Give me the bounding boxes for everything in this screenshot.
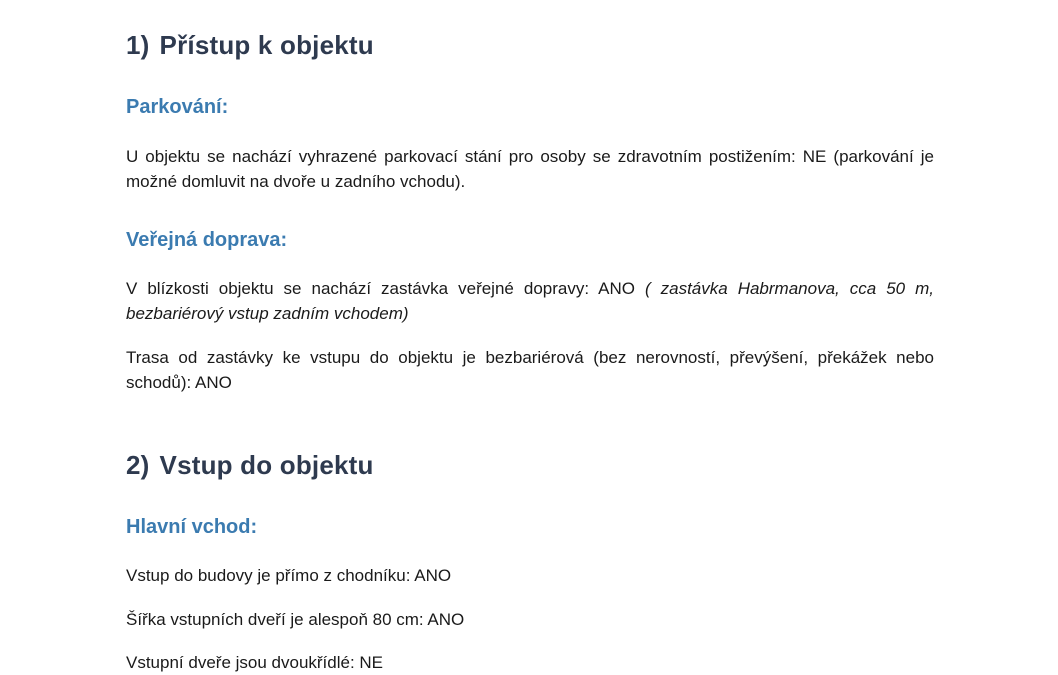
paragraph-door-width: Šířka vstupních dveří je alespoň 80 cm: ANO [126, 610, 465, 629]
section-number: 1) [126, 30, 150, 60]
section-title: Vstup do objektu [159, 450, 374, 480]
section-heading-access [126, 30, 374, 61]
transport-stop-text: V blízkosti objektu se nachází zastávka veřejné dopravy: ANO [126, 279, 635, 298]
paragraph-parking: U objektu se nachází vyhrazené parkovací stání pro osoby se zdravotním postižením: NE (parkování je možné domluvit na dvoře u zadního vchodu). [126, 147, 934, 191]
transport-stop-detail: ( zastávka Habrmanova, cca 50 m, bezbariérový vstup zadním vchodem) [126, 279, 934, 323]
section-number: 2) [126, 450, 150, 480]
paragraph-entrance-sidewalk: Vstup do budovy je přímo z chodníku: ANO [126, 566, 452, 585]
paragraph-route-accessibility: Trasa od zastávky ke vstupu do objektu je bezbariérová (bez nerovností, převýšení, překážek nebo schodů): ANO [126, 348, 934, 392]
section-heading-entrance [126, 450, 374, 481]
subheading-parking: Parkování: [126, 96, 229, 118]
subheading-main-entrance: Hlavní vchod: [126, 516, 258, 538]
section-title: Přístup k objektu [159, 30, 374, 60]
subheading-public-transport: Veřejná doprava: [126, 229, 288, 251]
paragraph-transport-stop [126, 276, 934, 326]
paragraph-double-door: Vstupní dveře jsou dvoukřídlé: NE [126, 653, 384, 672]
